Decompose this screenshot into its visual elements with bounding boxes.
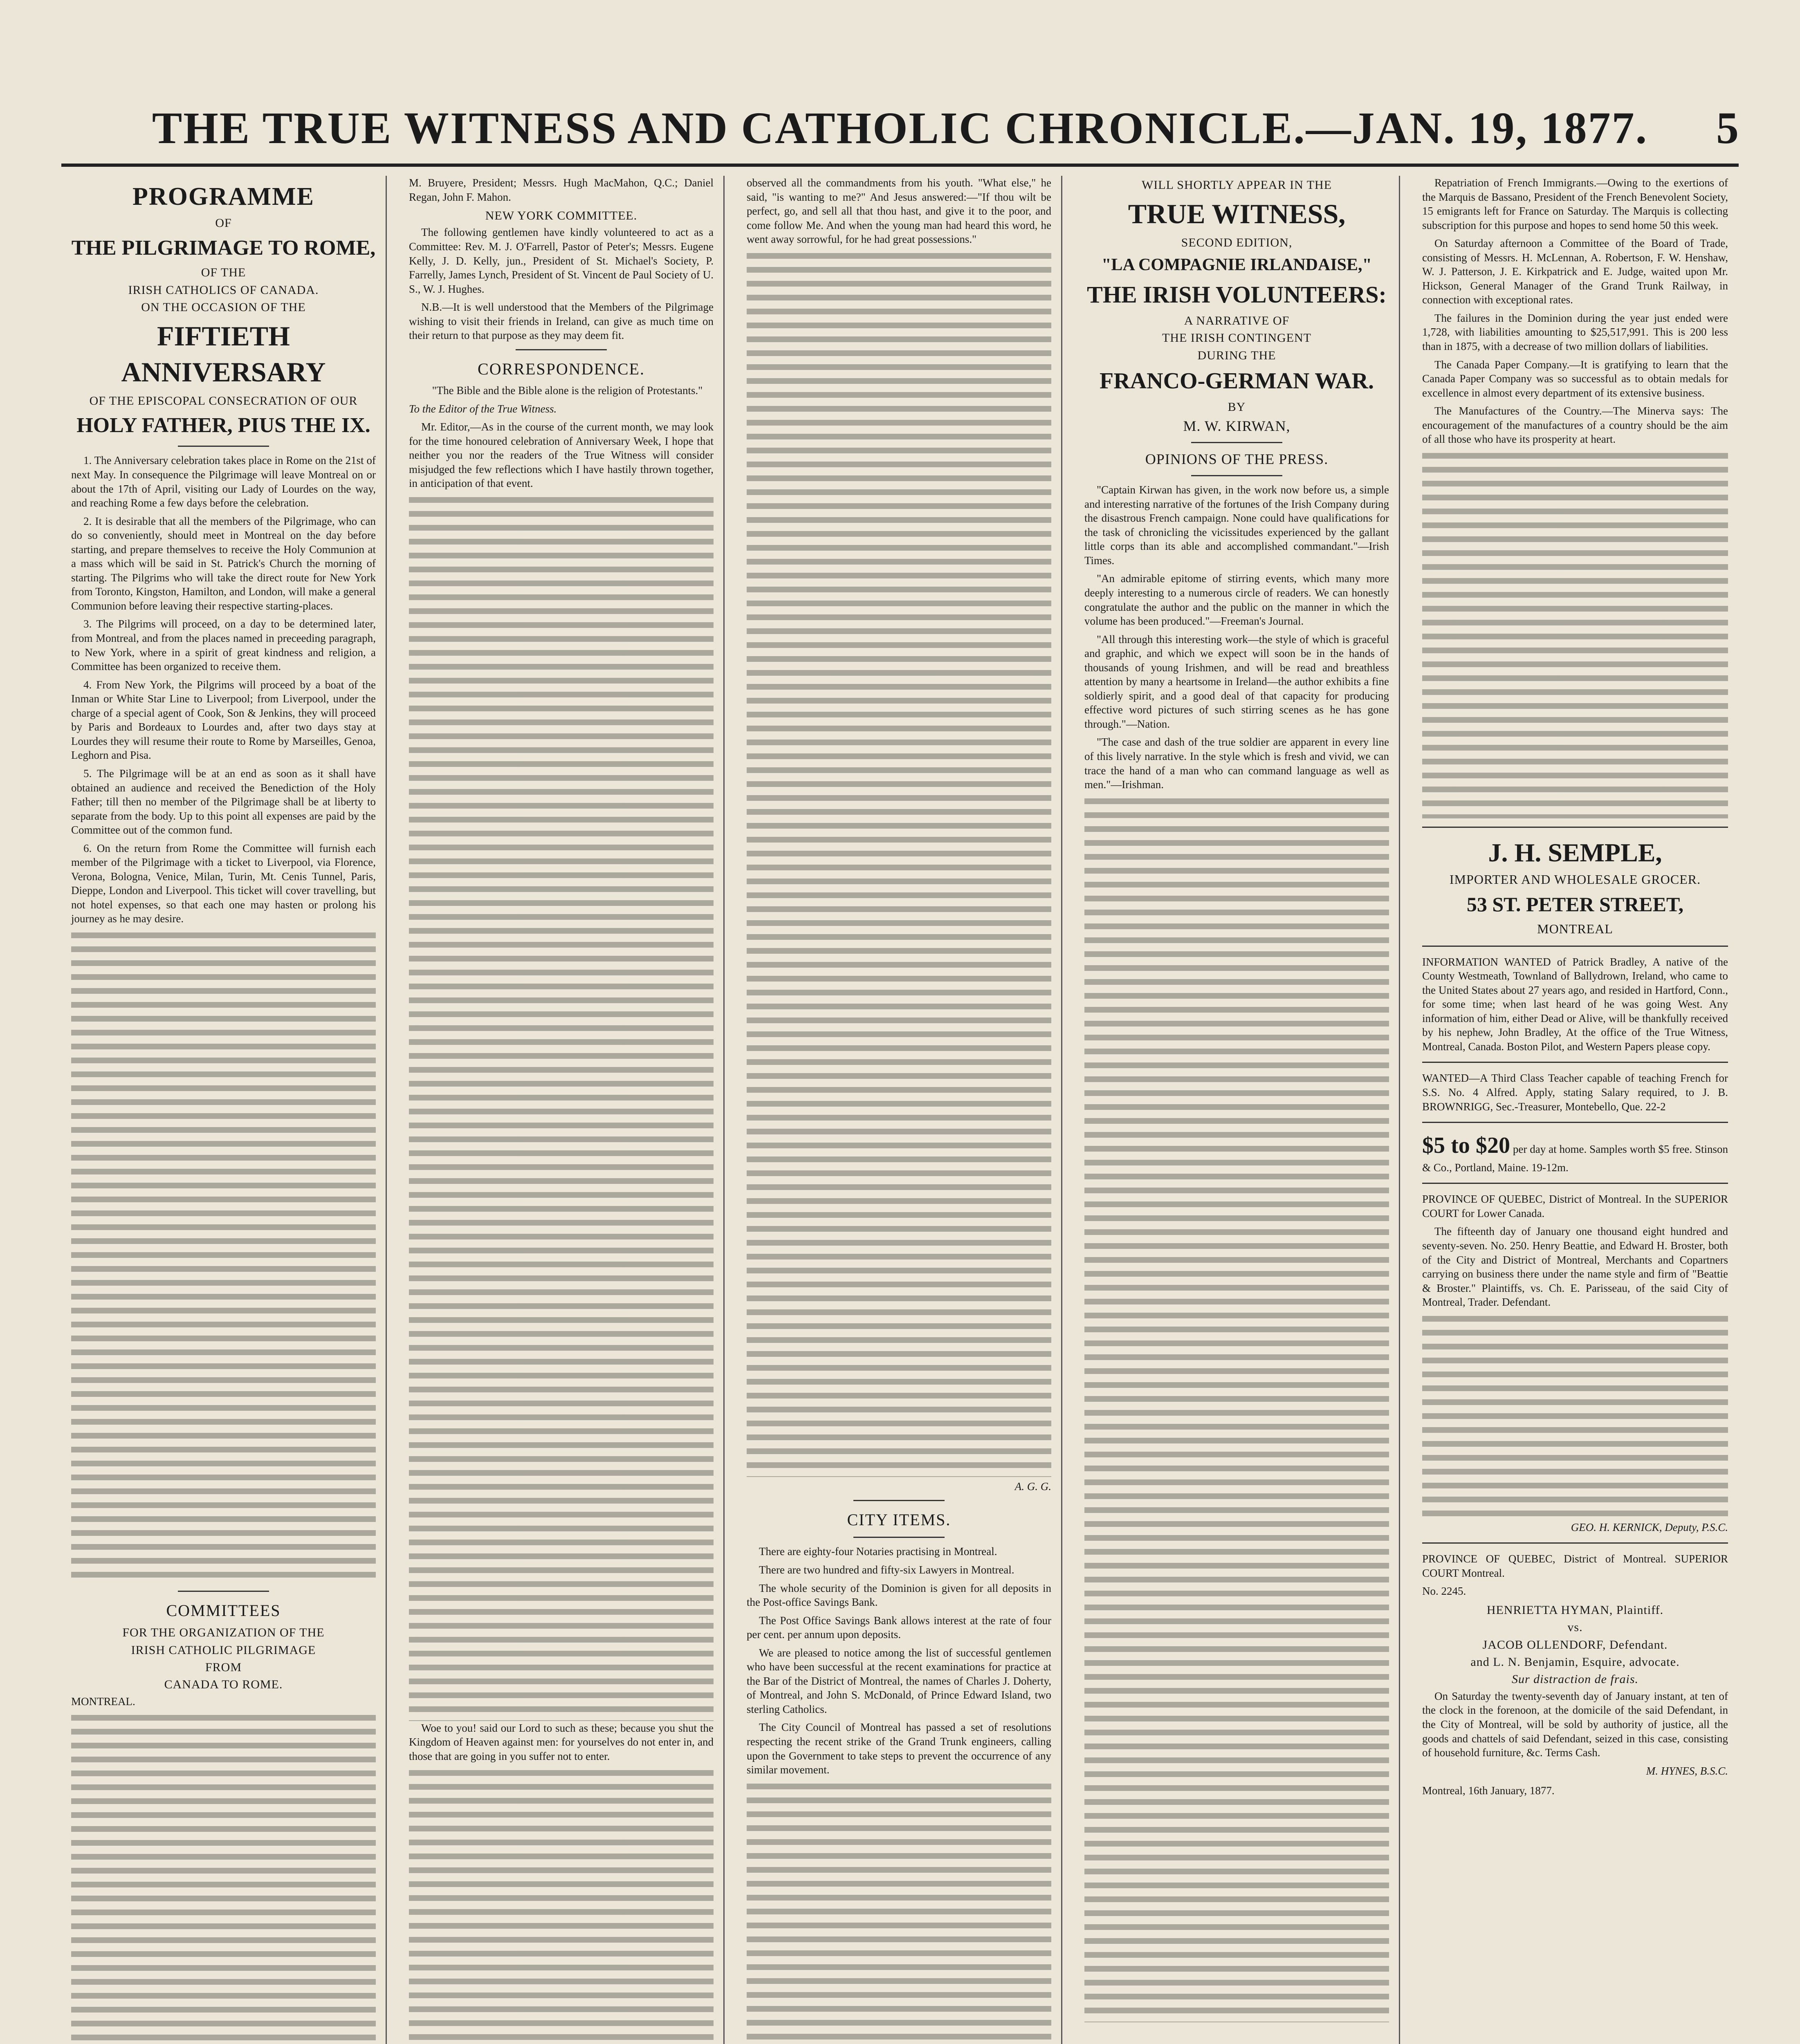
opinion-3: "All through this interesting work—the style of which is graceful and graphic, and which we expect will soon be in the hands of thousands of young Irishmen, and will be read and breathless attention by many a heartsome in Ireland—the author exhibits a fine soldierly spirit, and a good deal of that capacity for producing effective word pictures of such stirring scenes as he has gone through."—Nation.	[1084, 633, 1389, 730]
montreal-label: MONTREAL.	[71, 1695, 135, 1708]
advertiser-line: IMPORTER AND WHOLESALE GROCER.	[1449, 872, 1701, 887]
column-4	[1075, 176, 1400, 2044]
court-notice-2-advocate: and L. N. Benjamin, Esquire, advocate.	[1470, 1655, 1680, 1669]
divider	[1191, 475, 1283, 476]
divider	[1422, 1542, 1728, 1544]
earnings-ad	[1422, 1131, 1728, 1174]
information-wanted-ad: INFORMATION WANTED of Patrick Bradley, A native of the County Westmeath, Townland of Ballydrown, Ireland, who came to the United States about 27 years ago, and resided in Hartford, Conn., for some time; when last heard of he was going West. Any information of him, either Dead or Alive, will be thankfully received by his nephew, John Bradley, At the office of the True Witness, Montreal, Canada. Boston Pilot, and Western Papers please copy.	[1422, 955, 1728, 1053]
text-block	[1422, 1313, 1728, 1518]
city-items-heading: CITY ITEMS.	[847, 1511, 951, 1529]
from-label: FROM	[205, 1660, 242, 1674]
programme-heading: PROGRAMME	[132, 183, 315, 211]
page-number: 5	[1716, 103, 1739, 153]
text-block	[1084, 796, 1389, 2022]
repatriation-item: Repatriation of French Immigrants.—Owing to the exertions of the Marquis de Bassano, President of the French Benevolent Society, 15 emigrants left for France on Saturday. The Marquis is collecting subscription for this purpose and hopes to send home 50 this week.	[1422, 177, 1728, 231]
nb-text: N.B.—It is well understood that the Members of the Pilgrimage wishing to visit their friends in Ireland, can give as much time on their return to that purpose as they may deem fit.	[409, 301, 714, 342]
column-1	[61, 176, 387, 2044]
city-item-1: There are eighty-four Notaries practising in Montreal.	[759, 1545, 997, 1558]
divider	[1422, 946, 1728, 947]
advertiser-address: 53 ST. PETER STREET,	[1466, 892, 1684, 916]
court-notice-1-signature: GEO. H. KERNICK, Deputy, P.S.C.	[1571, 1521, 1728, 1533]
masthead	[61, 102, 1739, 167]
programme-item-4: 4. From New York, the Pilgrims will proceed by a boat of the Inman or White Star Line to Liverpool; from Liverpool, under the charge of a special agent of Cook, Son & Jenkins, they will proceed by Paris and Bordeaux to Lourdes and, after two days stay at Lourdes they will resume their route to Rome by Marseilles, Genoa, Leghorn and Pisa.	[71, 678, 376, 762]
letter-continued: observed all the commandments from his youth. "What else," he said, "is wanting to me?" And Jesus answered:—"If thou wilt be perfect, go, and sell all that thou hast, and give it to the poor, and come follow Me. And when the young man had heard this word, he went away sorrowful, for he had great possessions."	[747, 177, 1051, 246]
holy-father-heading: HOLY FATHER, PIUS THE IX.	[76, 413, 370, 437]
teacher-wanted-ad: WANTED—A Third Class Teacher capable of teaching French for S.S. No. 4 Alfred. Apply, stating Salary required, to J. B. BROWNRIGG, Sec.-Treasurer, Montebello, Que. 22-2	[1422, 1072, 1728, 1113]
divider	[1422, 1122, 1728, 1123]
committees-sub: FOR THE ORGANIZATION OF THE	[122, 1626, 325, 1640]
to-editor: To the Editor of the True Witness.	[409, 402, 557, 415]
divider	[516, 349, 607, 350]
correspondence-heading: CORRESPONDENCE.	[478, 359, 645, 378]
programme-item-2: 2. It is desirable that all the members of the Pilgrimage, who can do so conveniently, should meet in Montreal on the day before starting, and prepare themselves to receive the Holy Communion at a mass which will be said in St. Patrick's Church the morning of starting. The Pilgrims who will take the direct route for New York from Toronto, Kingston, Hamilton, and London, will make a general Communion before leaving their respective starting-places.	[71, 515, 376, 612]
consecration-label: OF THE EPISCOPAL CONSECRATION OF OUR	[89, 394, 358, 408]
advertiser-city: MONTREAL	[1537, 921, 1613, 936]
contingent-label: THE IRISH CONTINGENT	[1162, 331, 1311, 345]
anniversary-heading: FIFTIETH ANNIVERSARY	[121, 320, 326, 388]
bible-quote: "The Bible and the Bible alone is the religion of Protestants."	[432, 384, 703, 397]
of-the-label: OF THE	[201, 266, 246, 280]
programme-item-5: 5. The Pilgrimage will be at an end as soon as it shall have obtained an audience and received the Benediction of the Holy Father; till then no member of the Pilgrimage shall be at liberty to separate from the body. Up to this point all expenses are paid by the Committee out of the common fund.	[71, 767, 376, 836]
divider	[1422, 1183, 1728, 1184]
letter-para-1: Mr. Editor,—As in the course of the current month, we may look for the time honoured celebration of Anniversary Week, I hope that neither you nor the readers of the True Witness will consider misjudged the few reflections which I have hastily thrown together, in anticipation of that event.	[409, 421, 714, 490]
paper-company-item: The Canada Paper Company.—It is gratifying to learn that the Canada Paper Company was so successful as to obtain medals for excellence in almost every department of its extensive business.	[1422, 358, 1728, 399]
programme-item-3: 3. The Pilgrims will proceed, on a day to be determined later, from Montreal, and from the places named in preceeding paragraph, to New York, where in a spirit of great kindness and religion, a Committee has been organized to receive them.	[71, 618, 376, 673]
paper-name: TRUE WITNESS,	[1128, 198, 1346, 230]
court-notice-2-vs: vs.	[1567, 1620, 1583, 1634]
edition-label: SECOND EDITION,	[1181, 236, 1293, 250]
court-notice-2-number: No. 2245.	[1422, 1585, 1466, 1598]
court-notice-1-text: The fifteenth day of January one thousand eight hundred and seventy-seven. No. 250. Henry Beattie, and Edward H. Broster, both of the City and District of Montreal, Merchants and Copartners carrying on business there under the name style and firm of "Beattie & Broster." Plaintiffs, vs. Ch. E. Parisseau, of the said City of Montreal, Trader. Defendant.	[1422, 1225, 1728, 1309]
court-notice-1-heading: PROVINCE OF QUEBEC, District of Montreal. In the SUPERIOR COURT for Lower Canada.	[1422, 1193, 1728, 1219]
author-name: M. W. KIRWAN,	[1183, 418, 1291, 435]
canada-to-rome: CANADA TO ROME.	[164, 1678, 283, 1692]
divider	[1191, 442, 1283, 443]
narrative-label: A NARRATIVE OF	[1184, 314, 1290, 327]
divider	[178, 446, 269, 447]
city-item-2: There are two hundred and fifty-six Lawyers in Montreal.	[759, 1564, 1014, 1576]
ny-committee-text: The following gentlemen have kindly volunteered to act as a Committee: Rev. M. J. O'Farrell, Pastor of Peter's; Messrs. Eugene Kelly, J. D. Kelly, jun., President of St. Michael's Society, P. Farrelly, James Lynch, President of St. Vincent de Paul Society of U. S., W. J. Hughes.	[409, 226, 714, 295]
court-notice-2-plaintiff: HENRIETTA HYMAN, Plaintiff.	[1486, 1603, 1664, 1617]
city-item-6: The City Council of Montreal has passed a set of resolutions respecting the recent strike of the Grand Trunk engineers, calling upon the Government to take steps to prevent the occurrence of any similar movement.	[747, 1721, 1051, 1776]
manufactures-item: The Manufactures of the Country.—The Minerva says: The encouragement of the manufactures of a country should be the aim of all those who have its prosperity at heart.	[1422, 405, 1728, 446]
earnings-amount: $5 to $20	[1422, 1133, 1510, 1159]
text-block	[71, 1712, 376, 2044]
text-block	[409, 495, 714, 1721]
la-compagnie: "LA COMPAGNIE IRLANDAISE,"	[1102, 255, 1372, 274]
irish-volunteers-heading: THE IRISH VOLUNTEERS:	[1087, 281, 1387, 308]
text-block	[71, 930, 376, 1584]
text-block	[747, 251, 1051, 1477]
opinion-4: "The case and dash of the true soldier are apparent in every line of this lively narrative. In the style which is fresh and vivid, we can trace the hand of a man who can command language as well as men."—Irishman.	[1084, 736, 1389, 791]
programme-item-6: 6. On the return from Rome the Committee will furnish each member of the Pilgrimage with a ticket to Liverpool, via Florence, Verona, Bologna, Venice, Milan, Turin, Mt. Cenis Tunnel, Paris, Dieppe, London and Liverpool. This ticket will cover travelling, but not hotel expenses, so that each one may hasten or prolong his journey as he may desire.	[71, 842, 376, 925]
by-label: BY	[1228, 400, 1246, 414]
city-item-5: We are pleased to notice among the list of successful gentlemen who have been successful at the recent examinations for practice at the Bar of the District of Montreal, the names of Charles J. Doherty, of Montreal, and John S. McDonald, of Prince Edward Island, two sterling Catholics.	[747, 1646, 1051, 1715]
programme-item-1: 1. The Anniversary celebration takes place in Rome on the 21st of next May. In consequence the Pilgrimage will leave Montreal on or about the 17th of April, visiting our Lady of Lourdes on the way, and reaching Rome a few days before the celebration.	[71, 454, 376, 509]
text-block	[1422, 450, 1728, 818]
opinions-heading: OPINIONS OF THE PRESS.	[1145, 451, 1329, 468]
committees-title: IRISH CATHOLIC PILGRIMAGE	[131, 1643, 316, 1657]
column-3	[737, 176, 1062, 2044]
occasion-label: ON THE OCCASION OF THE	[141, 300, 306, 314]
city-item-4: The Post Office Savings Bank allows interest at the rate of four per cent. per annum upon deposits.	[747, 1614, 1051, 1641]
committee-continued: M. Bruyere, President; Messrs. Hugh MacMahon, Q.C.; Daniel Regan, John F. Mahon.	[409, 177, 714, 203]
irish-catholics-title: IRISH CATHOLICS OF CANADA.	[128, 283, 319, 297]
pilgrimage-title: THE PILGRIMAGE TO ROME,	[71, 236, 376, 260]
war-heading: FRANCO-GERMAN WAR.	[1100, 368, 1374, 394]
text-block	[409, 1768, 714, 2044]
appear-label: WILL SHORTLY APPEAR IN THE	[1141, 178, 1332, 192]
divider	[178, 1591, 269, 1592]
opinion-2: "An admirable epitome of stirring events, which many more deeply interesting to a numerous circle of readers. We can honestly congratulate the author and the public on the manner in which the volume has been produced."—Freeman's Journal.	[1084, 572, 1389, 628]
failures-item: The failures in the Dominion during the year just ended were 1,728, with liabilities amounting to $25,517,991. This is 200 less than in 1875, with a decrease of two million dollars of liabilities.	[1422, 312, 1728, 353]
court-notice-2-defendant: JACOB OLLENDORF, Defendant.	[1482, 1638, 1668, 1652]
court-notice-2-signature: M. HYNES, B.S.C.	[1646, 1764, 1728, 1777]
letter-para-2: Woe to you! said our Lord to such as these; because you shut the Kingdom of Heaven against men: for yourselves do not enter in, and those that are going in you suffer not to enter.	[409, 1721, 714, 1762]
court-notice-2-sale: Sur distraction de frais.	[1511, 1672, 1638, 1686]
opinion-1: "Captain Kirwan has given, in the work now before us, a simple and interesting narrative of the fortunes of the Irish Company during the disastrous French campaign. None could have qualifications for the task of chronicling the vicissitudes experienced by the gallant little corps than its able and accomplished commandant."—Irish Times.	[1084, 484, 1389, 567]
divider	[853, 1537, 945, 1538]
earnings-text: per day at home. Samples worth $5 free. Stinson & Co., Portland, Maine. 19-12m.	[1422, 1143, 1728, 1174]
court-notice-2-text: On Saturday the twenty-seventh day of January instant, at ten of the clock in the forenoon, at the domicile of the said Defendant, in the City of Montreal, will be sold by authority of justice, all the goods and chattels of said Defendant, seized in this case, consisting of household furniture, &c. Terms Cash.	[1422, 1690, 1728, 1759]
page-columns	[61, 176, 1738, 2044]
column-5	[1412, 176, 1738, 2044]
divider	[1422, 827, 1728, 828]
committees-heading: COMMITTEES	[166, 1601, 281, 1620]
divider	[853, 1500, 945, 1501]
city-item-3: The whole security of the Dominion is given for all deposits in the Post-office Savings Bank.	[747, 1582, 1051, 1609]
text-block	[747, 1781, 1051, 2044]
divider	[1422, 1062, 1728, 1063]
during-label: DURING THE	[1197, 348, 1276, 362]
board-of-trade-item: On Saturday afternoon a Committee of the Board of Trade, consisting of Messrs. H. McLennan, A. Robertson, F. W. Henshaw, W. J. Patterson, J. E. Kirkpatrick and E. Judge, waited upon Mr. Hickson, General Manager of the Grand Trunk Railway, in connection with exceptional rates.	[1422, 237, 1728, 306]
ny-committee-heading: NEW YORK COMMITTEE.	[485, 209, 637, 223]
letter-signature: A. G. G.	[1014, 1480, 1051, 1493]
programme-of: OF	[215, 216, 232, 230]
court-notice-2-date: Montreal, 16th January, 1877.	[1422, 1784, 1555, 1797]
court-notice-2-heading: PROVINCE OF QUEBEC, District of Montreal. SUPERIOR COURT Montreal.	[1422, 1553, 1728, 1579]
newspaper-title: THE TRUE WITNESS AND CATHOLIC CHRONICLE.—JAN. 19, 1877.	[152, 103, 1648, 153]
advertiser-name: J. H. SEMPLE,	[1488, 838, 1662, 867]
column-2	[399, 176, 725, 2044]
